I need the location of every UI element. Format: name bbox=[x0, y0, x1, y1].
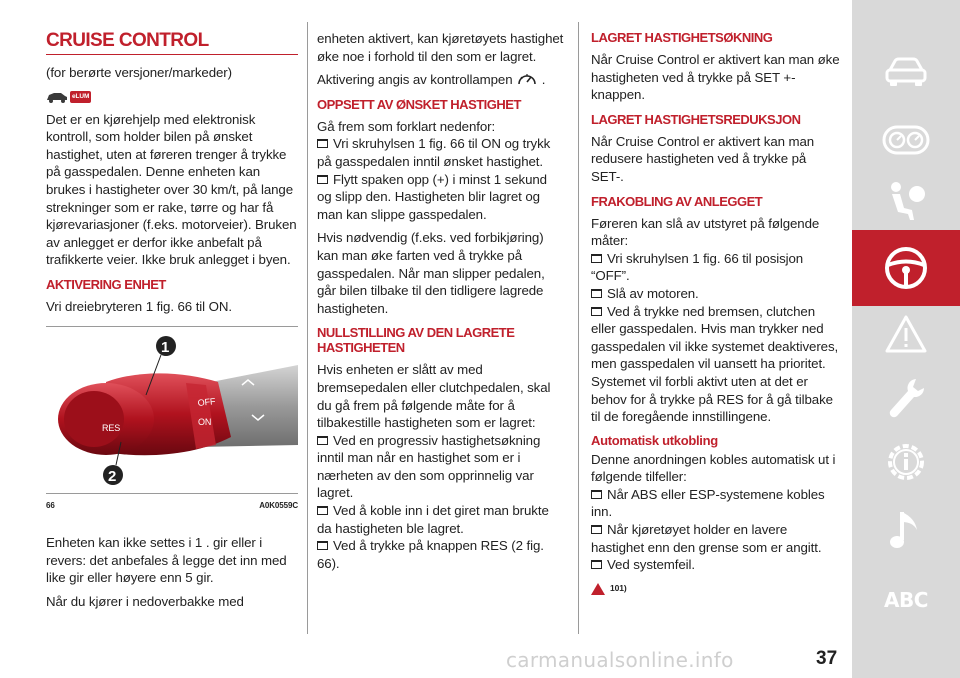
sidebar-item-car[interactable] bbox=[852, 34, 960, 110]
auto-bullet-3: Ved systemfeil. bbox=[591, 556, 841, 574]
wrench-icon bbox=[886, 376, 926, 420]
figure-cruise-lever bbox=[46, 326, 298, 491]
section-disengage-heading: FRAKOBLING AV ANLEGGET bbox=[591, 193, 763, 209]
store-intro: Gå frem som forklart nedenfor: bbox=[317, 118, 496, 134]
downhill-paragraph: Når du kjører i nedoverbakke med bbox=[46, 593, 244, 609]
section-decrease-heading: LAGRET HASTIGHETSREDUKSJON bbox=[591, 111, 801, 127]
bullet-icon bbox=[591, 525, 602, 534]
sidebar-item-technical[interactable] bbox=[852, 424, 960, 500]
column-divider-2 bbox=[578, 22, 579, 634]
reset-bullet-1: Ved en progressiv hastighetsøkning inntil man når en hastighet som er i nærheten av den som opprinnelig var lagret. bbox=[317, 432, 541, 501]
column-2 bbox=[317, 30, 565, 572]
label-off: OFF bbox=[197, 395, 216, 408]
downhill-continued: enheten aktivert, kan kjøretøyets hastighet øke noe i forhold til den som er lagret. bbox=[317, 31, 564, 64]
section-reset-heading: NULLSTILLING AV DEN LAGRETE HASTIGHETEN bbox=[317, 325, 515, 356]
sidebar-item-index[interactable] bbox=[852, 562, 960, 638]
sub-auto-heading: Automatisk utkobling bbox=[591, 432, 718, 448]
car-icon bbox=[884, 55, 928, 89]
column-1 bbox=[46, 30, 298, 611]
page-title: CRUISE CONTROL bbox=[46, 30, 209, 51]
intro-paragraph: Det er en kjørehjelp med elektronisk kontroll, som holder bilen på ønsket hastighet, uten at føreren trenger å trykke på gasspedalen. Denne enheten kan brukes i hastigheter over 30 km/t, på lange strekninger som er rake, tørre og har få kjørevariasjoner (f.eks. motorveier). Bruken av anlegget er derfor ikke anbefalt på trafikkerte veier. Ikke bruk anlegget i byen. bbox=[46, 111, 297, 268]
section-store-heading: OPPSETT AV ØNSKET HASTIGHET bbox=[317, 96, 521, 112]
section-activation-heading: AKTIVERING ENHET bbox=[46, 276, 166, 292]
disengage-bullet-2: Slå av motoren. bbox=[591, 285, 841, 303]
gear-info-icon bbox=[883, 439, 929, 485]
bullet-icon bbox=[591, 254, 602, 263]
bullet-icon bbox=[317, 506, 328, 515]
reset-intro: Hvis enheten er slått av med bremsepedalen eller clutchpedalen, skal du gå frem på følgende måte for å tilbakestille hastigheten som er lagret: bbox=[317, 362, 551, 431]
index-abc-label: ABC bbox=[884, 588, 928, 612]
section-increase-heading: LAGRET HASTIGHETSØKNING bbox=[591, 30, 773, 45]
indicator-end: . bbox=[541, 72, 546, 88]
music-note-icon bbox=[889, 508, 923, 552]
warning-triangle-small-icon bbox=[591, 583, 605, 595]
warning-ref-label: 101) bbox=[610, 582, 627, 593]
gear-paragraph: Enheten kan ikke settes i 1 . gir eller i revers: det anbefales å legge det inn med like gir eller høyere enn 5 gir. bbox=[46, 535, 287, 586]
page-number: 37 bbox=[816, 648, 838, 669]
title-rule bbox=[46, 54, 298, 55]
callout-2: 2 bbox=[108, 467, 117, 485]
dashboard-icon bbox=[882, 125, 930, 155]
bullet-icon bbox=[317, 175, 328, 184]
figure-number: 66 bbox=[46, 500, 55, 510]
auto-bullet-1: Når ABS eller ESP-systemene kobles inn. bbox=[591, 486, 825, 520]
watermark: carmanualsonline.info bbox=[506, 648, 734, 672]
callout-1: 1 bbox=[161, 338, 170, 356]
decrease-text: Når Cruise Control er aktivert kan man redusere hastigheten ved å trykke på SET-. bbox=[591, 133, 815, 184]
column-3 bbox=[591, 30, 841, 597]
disengage-bullet-3: Ved å trykke ned bremsen, clutchen eller gasspedalen. Hvis man trykker ned gasspedalen vil ikke systemet deaktiveres, men gasspedalen vil uansett ha prioritet. Systemet vil forbli aktivt uten at det er behov for å trykke på RES for å gå tilbake til de foregående innstillingene. bbox=[591, 303, 839, 425]
indicator-paragraph bbox=[317, 71, 565, 89]
bullet-icon bbox=[591, 560, 602, 569]
warning-triangle-icon bbox=[884, 314, 928, 354]
car-small-icon bbox=[46, 91, 68, 103]
label-on: ON bbox=[198, 416, 212, 427]
version-badge bbox=[46, 88, 298, 106]
increase-text: Når Cruise Control er aktivert kan man øke hastigheten ved å trykke på SET +-knappen. bbox=[591, 52, 840, 103]
reset-bullet-2: Ved å koble inn i det giret man brukte da hastigheten ble lagret. bbox=[317, 503, 549, 536]
figure-caption bbox=[46, 493, 298, 515]
bullet-icon bbox=[317, 541, 328, 550]
store-paragraph: Hvis nødvendig (f.eks. ved forbikjøring) kan man øke farten ved å trykke på gasspedalen. Når man slipper pedalen, går bilen tilbake til den tidligere lagrede hastigheten. bbox=[317, 230, 545, 316]
auto-intro: Denne anordningen kobles automatisk ut i følgende tilfeller: bbox=[591, 451, 836, 485]
store-bullet-2: Flytt spaken opp (+) i minst 1 sekund og slipp den. Hastigheten blir lagret og man kan slippe gasspedalen. bbox=[317, 171, 547, 222]
label-res: RES bbox=[102, 422, 121, 433]
sidebar-item-driving[interactable] bbox=[852, 230, 960, 306]
indicator-text: Aktivering angis av kontrollampen bbox=[317, 72, 513, 88]
disengage-bullet-1: Vri skruhylsen 1 fig. 66 til posisjon “OFF”. bbox=[591, 250, 804, 284]
steering-wheel-icon bbox=[883, 245, 929, 291]
auto-bullet-2: Når kjøretøyet holder en lavere hastighet enn den grense som er angitt. bbox=[591, 522, 822, 555]
intro-note: (for berørte versjoner/markeder) bbox=[46, 65, 232, 80]
cruise-lever-illustration bbox=[46, 327, 298, 491]
bullet-icon bbox=[591, 307, 602, 316]
sidebar-item-safety[interactable] bbox=[852, 164, 960, 240]
chapter-sidebar bbox=[852, 0, 960, 678]
figure-code: A0K0559C bbox=[259, 500, 298, 510]
eco-tag: eLUM bbox=[70, 91, 91, 103]
bullet-icon bbox=[591, 490, 602, 499]
reset-bullet-3: Ved å trykke på knappen RES (2 fig. 66). bbox=[317, 538, 544, 571]
bullet-icon bbox=[591, 289, 602, 298]
bullet-icon bbox=[317, 139, 328, 148]
cruise-control-lamp-icon bbox=[516, 71, 538, 87]
warning-reference[interactable] bbox=[591, 580, 841, 598]
store-bullet-1: Vri skruhylsen 1 fig. 66 til ON og trykk på gasspedalen inntil ønsket hastighet. bbox=[317, 136, 551, 169]
disengage-intro: Føreren kan slå av utstyret på følgende måter: bbox=[591, 215, 820, 249]
activation-text: Vri dreiebryteren 1 fig. 66 til ON. bbox=[46, 298, 232, 314]
airbag-person-icon bbox=[884, 180, 928, 224]
sidebar-item-multimedia[interactable] bbox=[852, 492, 960, 568]
column-divider-1 bbox=[307, 22, 308, 634]
bullet-icon bbox=[317, 436, 328, 445]
